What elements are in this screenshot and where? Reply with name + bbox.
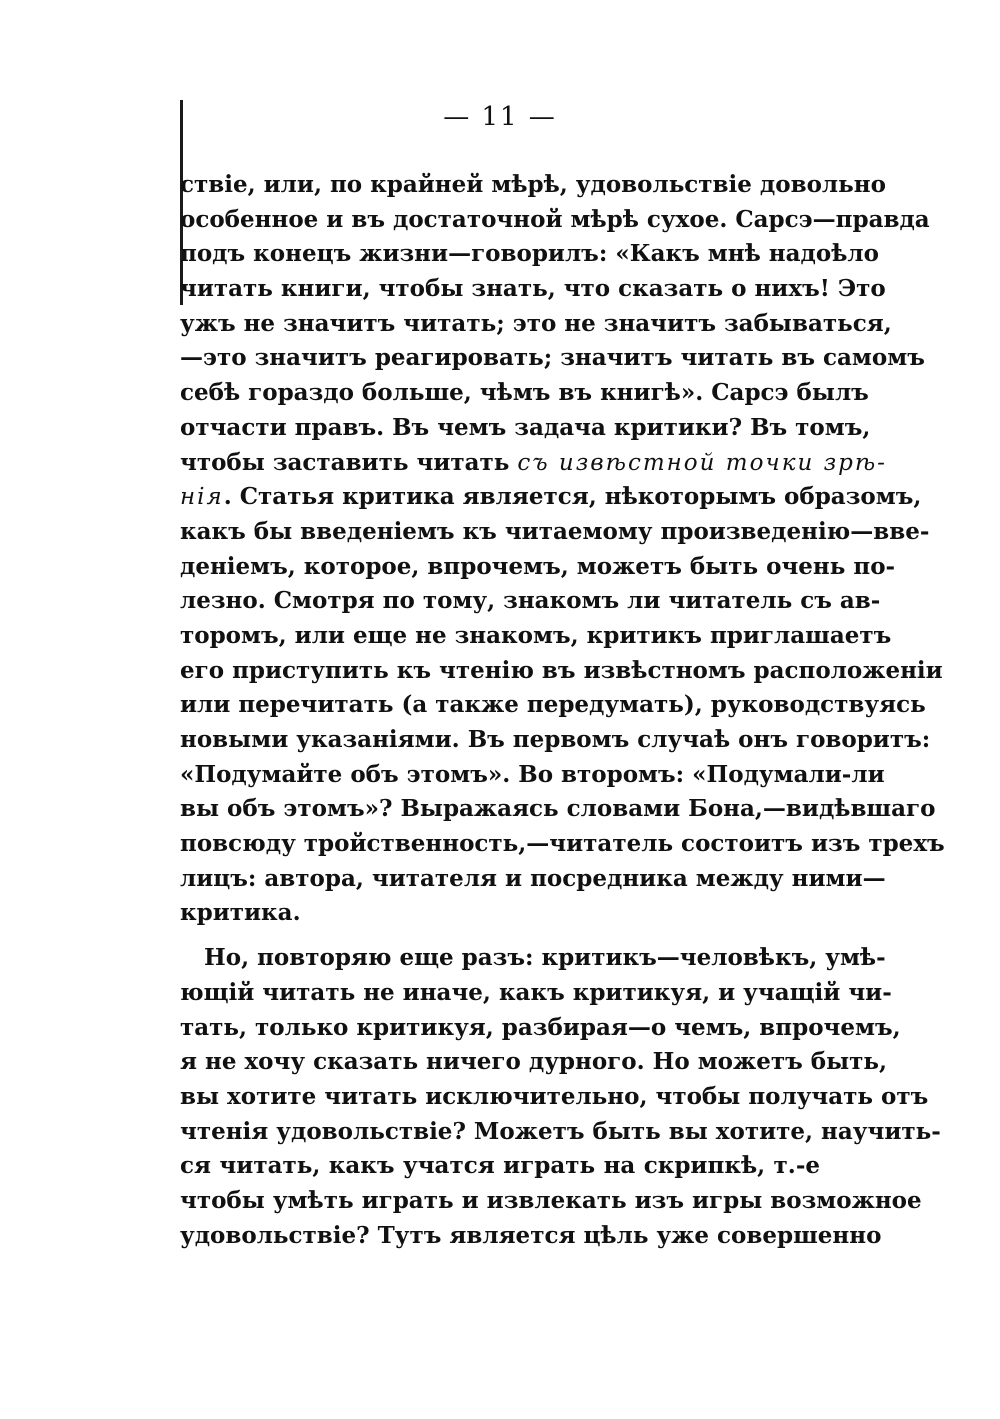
text-line: себѣ гораздо больше, чѣмъ въ книгѣ». Сарсэ былъ — [180, 379, 869, 407]
text-line: «Подумайте объ этомъ». Во второмъ: «Подумали-ли — [180, 760, 885, 788]
paragraph-gap — [180, 931, 820, 941]
page-number: — 11 — — [443, 102, 557, 132]
text-line: или перечитать (а также передумать), руководствуясь — [180, 691, 926, 719]
text-line: удовольствіе? Тутъ является цѣль уже совершенно — [180, 1221, 882, 1249]
text-line: вы хотите читать исключительно, чтобы получать отъ — [180, 1082, 929, 1110]
paragraph-1 — [180, 168, 945, 931]
text-line: ющій читать не иначе, какъ критикуя, и учащій чи- — [180, 978, 892, 1006]
text-line: вы объ этомъ»? Выражаясь словами Бона,—видѣвшаго — [180, 795, 936, 823]
text-line: критика. — [180, 899, 301, 927]
text-line: я не хочу сказать ничего дурного. Но можетъ быть, — [180, 1048, 888, 1076]
text-line: нія. Статья критика является, нѣкоторымъ образомъ, — [180, 483, 922, 511]
text-line: лезно. Смотря по тому, знакомъ ли читатель съ ав- — [180, 587, 881, 615]
paragraph-2 — [180, 941, 941, 1253]
text-line: лицъ: автора, читателя и посредника между ними— — [180, 864, 886, 892]
text-line: деніемъ, которое, впрочемъ, можетъ быть очень по- — [180, 552, 896, 580]
text-line: отчасти правъ. Въ чемъ задача критики? Въ томъ, — [180, 413, 871, 441]
text-line: подъ конецъ жизни—говорилъ: «Какъ мнѣ надоѣло — [180, 240, 879, 268]
text-line: чтобы умѣть играть и извлекать изъ игры возможное — [180, 1186, 922, 1214]
text-line: ужъ не значитъ читать; это не значитъ забываться, — [180, 309, 892, 337]
emphasis-text: нія — [180, 484, 224, 511]
text-line: читать книги, чтобы знать, что сказать о нихъ! Это — [180, 275, 886, 303]
text-line: какъ бы введеніемъ къ читаемому произведенію—вве- — [180, 517, 930, 545]
text-line: —это значитъ реагировать; значитъ читать въ самомъ — [180, 344, 925, 372]
text-line: чтенія удовольствіе? Можетъ быть вы хотите, научить- — [180, 1117, 941, 1145]
text-line: Но, повторяю еще разъ: критикъ—человѣкъ, умѣ- — [204, 944, 886, 972]
text-line: торомъ, или еще не знакомъ, критикъ приглашаетъ — [180, 621, 892, 649]
text-line: его приступить къ чтенію въ извѣстномъ расположеніи — [180, 656, 943, 684]
text-line: особенное и въ достаточной мѣрѣ сухое. Сарсэ—правда — [180, 205, 930, 233]
text-line: чтобы заставить читать съ извѣстной точки зрѣ- — [180, 448, 887, 476]
text-line: повсюду тройственность,—читатель состоитъ изъ трехъ — [180, 830, 945, 858]
text-line: ся читать, какъ учатся играть на скрипкѣ, т.-е — [180, 1152, 820, 1180]
body-text — [180, 168, 945, 1253]
text-line: новыми указаніями. Въ первомъ случаѣ онъ говоритъ: — [180, 726, 931, 753]
text-line: тать, только критикуя, разбирая—о чемъ, впрочемъ, — [180, 1013, 901, 1041]
emphasis-text: съ извѣстной точки зрѣ- — [517, 449, 887, 476]
text-line: ствіе, или, по крайней мѣрѣ, удовольствіе довольно — [180, 171, 886, 198]
